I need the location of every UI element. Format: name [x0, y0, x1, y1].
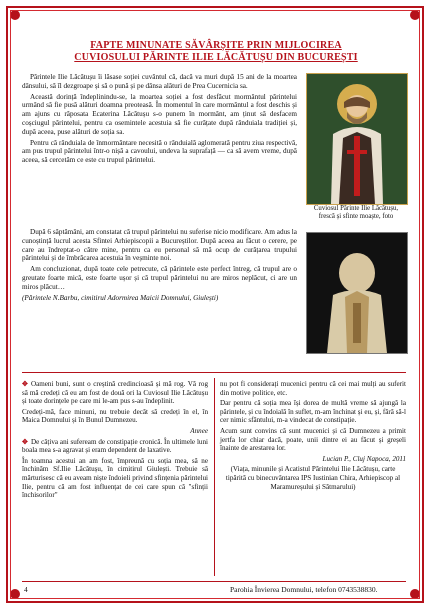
testimony-text: De câțiva ani sufeream de constipație cronică. În ultimele luni boala mea s-a agravat și eram dependent de laxative. — [22, 437, 208, 455]
saint-fresco-illustration — [307, 74, 407, 204]
testimony-signature: Lucian P., Cluj Napoca, 2011 — [322, 454, 406, 463]
testimony-paragraph: Credeți-mă, face minuni, nu trebuie decât să credeți în el, în Maica Domnului și în Bunul Dumnezeu. — [22, 407, 208, 425]
title-line-1: FAPTE MINUNATE SĂVÂRȘITE PRIN MIJLOCIREA — [90, 40, 342, 51]
column-divider — [214, 378, 215, 576]
article-paragraph: Am concluzionat, după toate cele petrecute, că părintele este perfect întreg, că trupul are o greutate foarte mică, este foarte ușor și că trupul părintelui nu are miros neplăcut, ci are un miros plăcut… — [22, 265, 297, 291]
testimony-paragraph: Dar pentru că soția mea își dorea de multă vreme să ajungă la părintele, și cu îndoială în suflet, m-am închinat și eu, și, fără să-l cer nimic sfântului, m-a vindecat de constipație. — [220, 399, 406, 425]
article-body — [22, 228, 297, 302]
footer-parish: Parohia Învierea Domnului, telefon 0743538830. — [230, 585, 378, 594]
relics-photo-illustration — [307, 233, 407, 353]
testimony-paragraph — [22, 438, 208, 455]
testimony-source: (Viața, minunile și Acatistul Părintelui Ilie Lăcătușu, carte tipărită cu binecuvântarea IPS Iustinian Chira, Arhiepiscop al Maramureșului și Sătmarului) — [225, 465, 401, 491]
testimony-column-right — [220, 380, 406, 493]
article-intro — [22, 73, 297, 167]
testimony-paragraph: nu pot fi considerați mucenici pentru că cei mai mulți au suferit din motive politice, etc. — [220, 380, 406, 397]
testimony-column-left — [22, 380, 208, 502]
title-line-2: CUVIOSULUI PĂRINTE ILIE LĂCĂTUȘU DIN BUCUREȘTI — [74, 52, 358, 63]
article-paragraph: Această dorință îndeplinindu-se, la moartea soției a fost desfăcut mormântul părintelui urmând să fie pusă alături doamna preoteasă. În momentul în care mormântul a fost deschis și am ajuns cu răposata Ecaterina Lăcătușu s-o punem în mormânt, am ținut să desfacem coșciugul părintelui, pentru ca osemintele acestuia să fie curățate după rânduiala tradiției și, după aceea, puse alături de soția sa. — [22, 92, 297, 136]
saint-fresco-image — [306, 73, 408, 205]
image-caption: Cuviosul Părinte Ilie Lăcătușu, frescă și sfinte moaște, foto — [313, 205, 399, 220]
article-paragraph: Părintele Ilie Lăcătușu îi lăsase soției cuvântul că, dacă va muri după 15 ani de la moartea dânsului, să îl dezgroape și să o pună și pe dânsa alături de Prea Cucernicia sa. — [22, 73, 297, 90]
testimony-paragraph: Acum sunt convins că sunt mucenici și că Dumnezeu a primit jertfa lor chiar dacă, poate, unii dintre ei au făcut și greșeli înainte de arestarea lor. — [220, 426, 406, 453]
article-attribution: (Părintele N.Barbu, cimitirul Adormirea Maicii Domnului, Giulești) — [22, 293, 219, 302]
section-divider — [22, 372, 406, 373]
footer-divider — [22, 581, 406, 582]
relics-photo — [306, 232, 408, 354]
testimony-signature: Annee — [190, 426, 208, 435]
testimony-text: Oameni buni, sunt o creștină credincioasă și mă rog. Vă rog să mă credeți că eu am fost de două ori la Cuviosul Ilie Lăcătușu și toate dorințele pe care mi le-am pus s-au îndeplinit. — [22, 380, 208, 406]
page-title — [18, 40, 414, 64]
testimony-paragraph: În toamna acestui an am fost, împreună cu soția mea, să ne închinăm Sf.Ilie Lăcătușu, în cimitirul Giulești. Trebuie să mărturisesc că eu aveam niște îndoieli privind sfințenia părintelui Ilie, pentru că am fost influențat de cei care spun că "sfinții închisorilor" — [22, 456, 208, 500]
article-paragraph: Pentru că rânduiala de înmormântare necesită o rânduială aglomerată pentru ziua respectivă, am pus trupul părintelui într-o nișă a cavoului, undeva la suprafață — ca să avem vreme, după aceea, să cercetăm ce este cu trupul părintelui. — [22, 138, 297, 165]
article-paragraph: După 6 săptămâni, am constatat că trupul părintelui nu suferise nicio modificare. Am adus la cunoștință lucrul acesta Sfintei Arhiepiscopii a Bucureștilor. După aceea au făcut o cerere, pe care au îndreptat-o către mine, pentru ca eu personal să mă ocup de curățarea trupului părintelui și de îmbrăcarea acestuia în veșminte noi. — [22, 228, 297, 263]
testimony-paragraph — [22, 380, 208, 406]
bullet-cross-icon: ✥ — [22, 437, 28, 446]
bullet-cross-icon: ✥ — [22, 380, 28, 388]
page-number: 4 — [24, 585, 28, 594]
